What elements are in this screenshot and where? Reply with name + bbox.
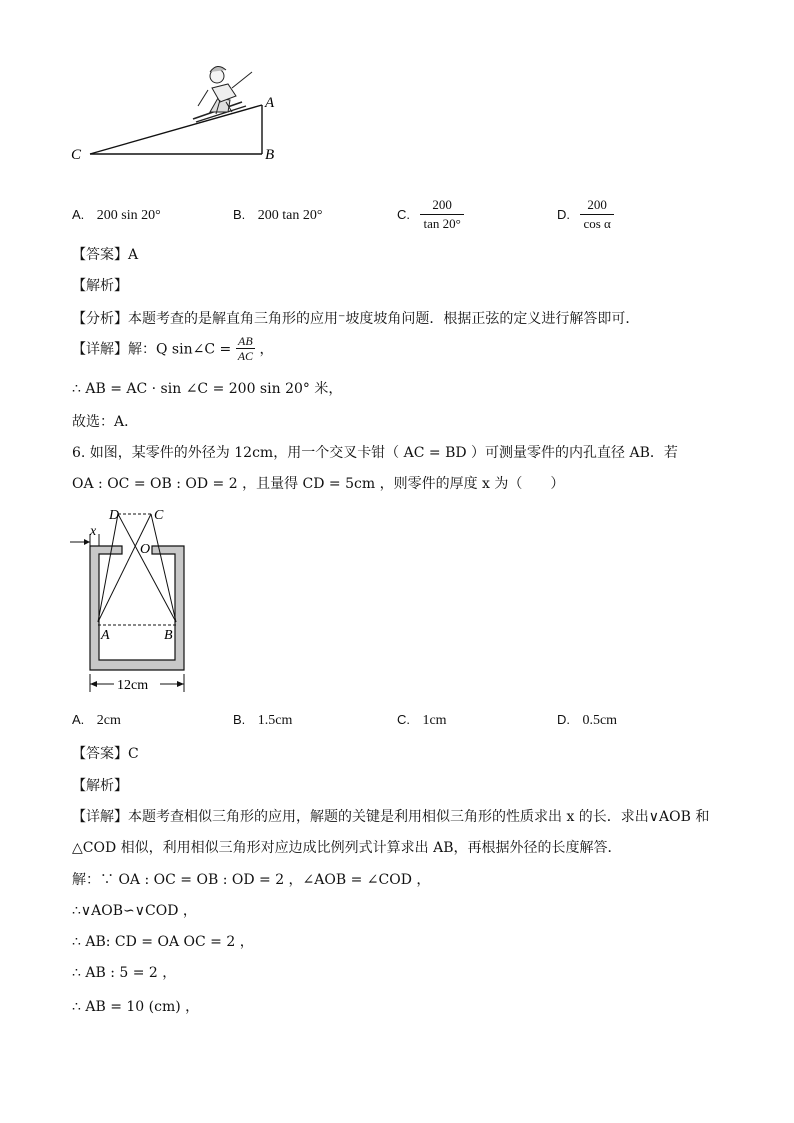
label-a: A (265, 95, 275, 111)
q6-option-c (397, 712, 447, 729)
q5-detail-frac-den: AC (237, 349, 254, 363)
q5-option-a (72, 207, 161, 224)
q6-option-b-text: 1.5cm (257, 713, 293, 728)
q5-option-c-letter: C. (397, 207, 410, 222)
q5-option-d (557, 196, 614, 233)
x-arrow-head (84, 539, 90, 545)
q6-option-d-letter: D. (557, 712, 570, 727)
q5-detail (72, 334, 273, 363)
label-x: x (90, 524, 97, 539)
q5-option-a-text: 200 sin 20° (96, 208, 161, 223)
caliper-leg-da (98, 514, 118, 622)
q5-option-c (397, 196, 464, 233)
caliper-leg-ob (118, 514, 176, 622)
q6-option-d-text: 0.5cm (582, 713, 618, 728)
label-b: B (164, 628, 173, 643)
caliper-leg-oa (98, 514, 151, 622)
label-c: C (154, 508, 164, 523)
q5-option-d-numerator: 200 (580, 196, 613, 215)
q5-option-b-text: 200 tan 20° (257, 208, 323, 223)
q6-detail-line1: 【详解】本题考查相似三角形的应用，解题的关键是利用相似三角形的性质求出 x 的长．求出∨AOB 和 (72, 809, 710, 825)
label-12cm: 12cm (117, 678, 149, 693)
q5-detail-prefix: 【详解】解：Q sin∠C = (72, 341, 232, 358)
q6-option-a-letter: A. (72, 712, 85, 727)
part-outline (90, 546, 184, 670)
label-b: B (265, 147, 275, 163)
q5-option-b (233, 207, 322, 224)
label-c: C (71, 147, 82, 163)
q5-option-d-denominator: cos α (583, 216, 611, 231)
q6-analysis-heading: 【解析】 (72, 778, 128, 794)
q6-solution-line1: 解：∵ OA : OC = OB : OD = 2 ，∠AOB = ∠COD ， (72, 872, 431, 888)
label-d: D (109, 508, 120, 523)
label-a: A (101, 628, 110, 643)
q5-option-c-numerator: 200 (420, 196, 463, 215)
skier-illustration (193, 66, 252, 122)
q6-option-c-text: 1cm (422, 713, 447, 728)
q5-option-a-letter: A. (72, 207, 85, 222)
q5-step2: ∴ AB = AC · sin ∠C = 200 sin 20° 米， (72, 381, 343, 397)
q5-choice: 故选：A． (72, 414, 139, 430)
width-arrow-left (90, 681, 97, 687)
q6-option-b-letter: B. (233, 712, 246, 727)
caliper-figure (64, 500, 204, 700)
q6-detail-line2: △COD 相似，利用相似三角形对应边成比例列式计算求出 AB，再根据外径的长度解答． (72, 840, 622, 856)
slope-figure (60, 62, 290, 172)
q6-option-a (72, 712, 121, 729)
q5-detail-frac-num: AB (236, 334, 255, 349)
q5-analysis-heading: 【解析】 (72, 278, 128, 294)
label-o: O (140, 542, 151, 557)
q6-option-a-text: 2cm (96, 713, 121, 728)
width-arrow-right (177, 681, 184, 687)
q5-detail-suffix: ， (259, 341, 274, 358)
q6-option-d (557, 712, 617, 729)
q5-answer: 【答案】A (72, 247, 139, 263)
q6-stem-line2: OA : OC = OB : OD = 2 ，且量得 CD = 5cm ，则零件的厚度 x 为（ ） (72, 476, 565, 492)
q6-option-c-letter: C. (397, 712, 410, 727)
caliper-leg-cb (151, 514, 176, 622)
slope-hypotenuse (90, 105, 262, 154)
q6-solution-line5: ∴ AB = 10 (cm) ， (72, 999, 200, 1015)
q5-option-d-letter: D. (557, 207, 570, 222)
q6-option-b (233, 712, 292, 729)
q6-solution-line4: ∴ AB : 5 = 2 ， (72, 965, 177, 981)
q5-analysis: 【分析】本题考查的是解直角三角形的应用⁻坡度坡角问题．根据正弦的定义进行解答即可． (72, 311, 640, 327)
q6-answer: 【答案】C (72, 746, 139, 762)
q5-option-b-letter: B. (233, 207, 246, 222)
q6-solution-line2: ∴∨AOB∽∨COD ， (72, 903, 197, 919)
q6-stem-line1: 6. 如图，某零件的外径为 12cm，用一个交叉卡钳（ AC = BD ）可测量零件的内孔直径 AB．若 (72, 445, 678, 461)
q5-option-c-denominator: tan 20° (423, 216, 461, 231)
q6-solution-line3: ∴ AB: CD = OA OC = 2 ， (72, 934, 254, 950)
